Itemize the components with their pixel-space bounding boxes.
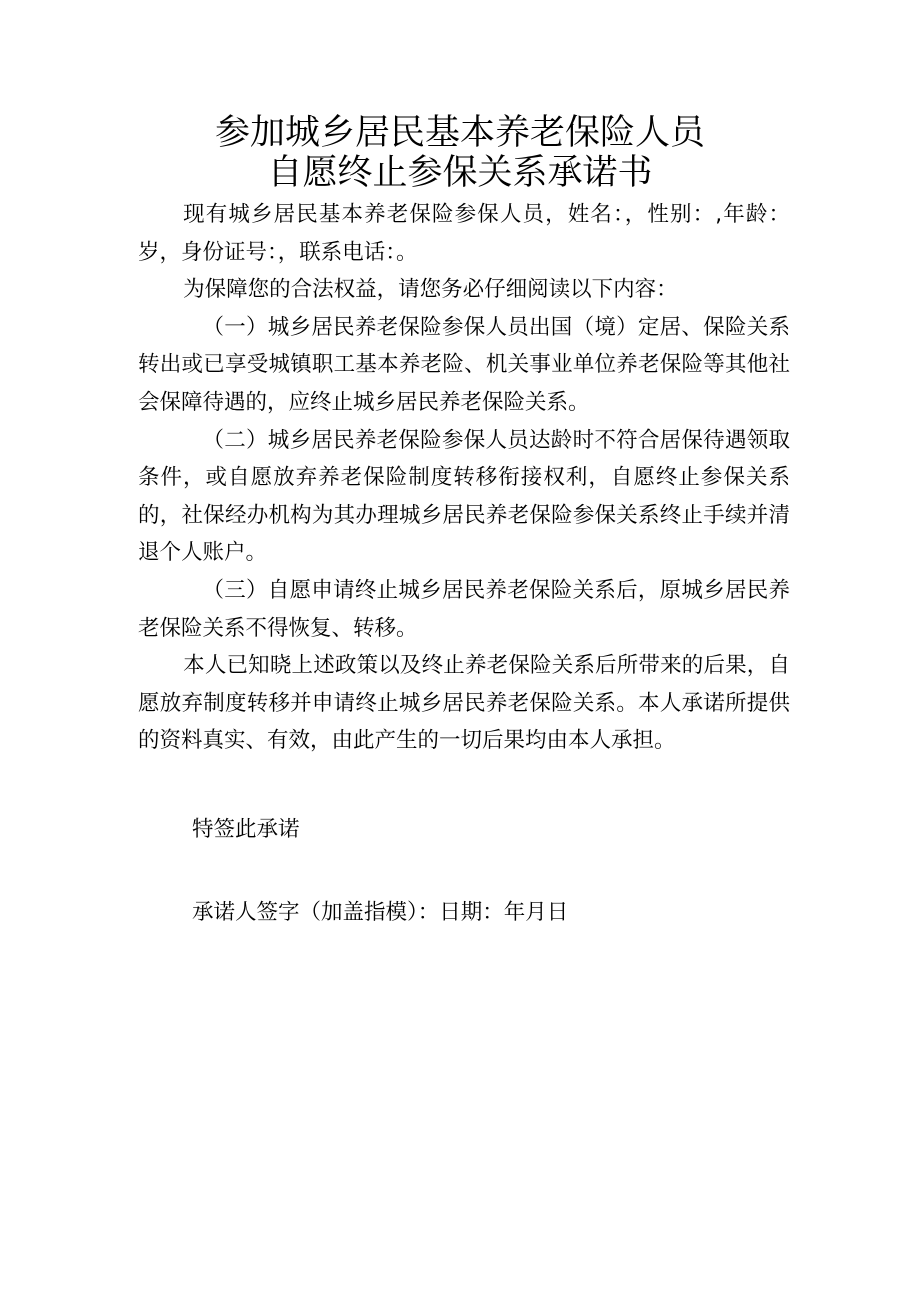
paragraph-notice-intro: 为保障您的合法权益，请您务必仔细阅读以下内容： (183, 277, 678, 303)
paragraph-participant-info: 现有城乡居民基本养老保险参保人员，姓名：，性别：,年龄：岁，身份证号：，联系电话：。 (138, 202, 790, 265)
paragraph-clause-2: （二）城乡居民养老保险参保人员达龄时不符合居保待遇领取条件，或自愿放弃养老保险制度转移衔接权利，自愿终止参保关系的，社保经办机构为其办理城乡居民养老保险参保关系终止手续并清退个人账户。 (138, 427, 790, 566)
document-title-line-1: 参加城乡居民基本养老保险人员 (214, 113, 705, 153)
closing-statement: 特签此承诺 (192, 817, 300, 842)
document-title-line-2: 自愿终止参保关系承诺书 (267, 153, 653, 193)
paragraph-clause-3: （三）自愿申请终止城乡居民养老保险关系后，原城乡居民养老保险关系不得恢复、转移。 (138, 577, 790, 641)
paragraph-acknowledgement: 本人已知晓上述政策以及终止养老保险关系后所带来的后果，自愿放弃制度转移并申请终止城乡居民养老保险关系。本人承诺所提供的资料真实、有效，由此产生的一切后果均由本人承担。 (138, 653, 790, 754)
signature-date-line: 承诺人签字（加盖指模）：日期：年月日 (192, 900, 569, 925)
paragraph-clause-1: （一）城乡居民养老保险参保人员出国（境）定居、保险关系转出或已享受城镇职工基本养老险、机关事业单位养老保险等其他社会保障待遇的，应终止城乡居民养老保险关系。 (138, 314, 790, 415)
document-body (138, 196, 790, 760)
